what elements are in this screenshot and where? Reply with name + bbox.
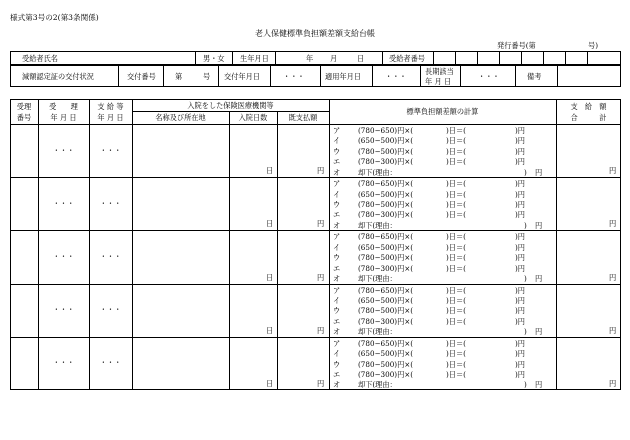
issue-date-label: 交付年月日: [224, 72, 260, 81]
recipient-row: [10, 51, 621, 65]
calc-formula: (650−500)円×(: [358, 189, 414, 199]
pay-date-dots[interactable]: ・・・: [99, 198, 122, 208]
calc-letter: エ: [333, 370, 341, 379]
days-unit: 日: [266, 379, 274, 388]
accept-no-header: 受理: [16, 102, 32, 111]
issue-no-label: 交付番号: [127, 72, 156, 81]
calc-yen: )円: [515, 263, 525, 273]
calc-letter: ウ: [333, 200, 341, 209]
calc-days: )日＝(: [446, 200, 466, 209]
reject-close: ): [524, 380, 527, 390]
accept-date-header: 受 理: [49, 102, 78, 111]
calc-days: )日＝(: [446, 316, 466, 326]
page-title: 老人保健標準負担額差額支給台帳: [255, 29, 375, 38]
paid-yen-unit: 円: [317, 325, 325, 335]
row-divider: [10, 177, 621, 178]
calc-days: )日＝(: [446, 359, 466, 369]
calc-letter: ウ: [333, 359, 341, 369]
calc-formula: (780−650)円×(: [358, 338, 414, 348]
calc-days: )日＝(: [446, 242, 466, 252]
calc-yen: )円: [515, 285, 525, 295]
calc-yen: )円: [515, 316, 525, 326]
calc-formula: (780−650)円×(: [358, 179, 414, 189]
birth-year: 年: [306, 54, 314, 63]
accept-date-header-2: 年 月 日: [50, 113, 77, 122]
calc-days: )日＝(: [446, 370, 466, 379]
reject-letter: オ: [333, 167, 341, 177]
already-paid-header: 既支払額: [288, 113, 318, 122]
calc-header: 標準負担額差額の計算: [406, 107, 479, 116]
remarks-label: 備考: [527, 72, 542, 81]
calc-letter: ア: [333, 126, 341, 135]
pay-amount-header-2: 合 計: [570, 113, 607, 122]
calc-letter: ア: [333, 338, 341, 348]
calc-formula: (780−300)円×(: [358, 370, 414, 379]
reject-letter: オ: [333, 274, 341, 283]
total-yen-unit: 円: [609, 325, 617, 335]
hospital-name-header: 名称及び所在地: [155, 113, 206, 122]
calc-formula: (780−500)円×(: [358, 200, 414, 209]
calc-letter: ウ: [333, 146, 341, 156]
calc-days: )日＝(: [446, 349, 466, 359]
total-yen-unit: 円: [609, 272, 617, 282]
calc-formula: (780−500)円×(: [358, 146, 414, 156]
calc-formula: (650−500)円×(: [358, 296, 414, 305]
reject-reason: 却下(理由：: [358, 327, 397, 337]
pay-date-dots[interactable]: ・・・: [99, 145, 122, 155]
calc-letter: イ: [333, 242, 341, 252]
calc-yen: )円: [515, 306, 525, 316]
calc-letter: イ: [333, 349, 341, 359]
reject-reason: 却下(理由：: [358, 380, 397, 390]
calc-formula: (780−650)円×(: [358, 126, 414, 135]
sex-field[interactable]: 男・女: [203, 54, 225, 63]
reject-close: ): [524, 220, 527, 230]
accept-date-dots[interactable]: ・・・: [52, 198, 75, 208]
accept-date-dots[interactable]: ・・・: [52, 252, 75, 261]
calc-letter: エ: [333, 263, 341, 273]
birth-day: 日: [357, 54, 365, 63]
total-yen-unit: 円: [609, 379, 617, 388]
calc-letter: エ: [333, 316, 341, 326]
reject-close: ): [524, 167, 527, 177]
calc-formula: (780−500)円×(: [358, 253, 414, 263]
calc-yen: )円: [515, 210, 525, 220]
calc-days: )日＝(: [446, 232, 466, 242]
calc-yen: )円: [515, 296, 525, 305]
apply-date-dots: ・・・: [385, 72, 407, 81]
reject-letter: オ: [333, 380, 341, 390]
calc-formula: (780−650)円×(: [358, 232, 414, 242]
calc-yen: )円: [515, 136, 525, 146]
calc-letter: ア: [333, 232, 341, 242]
calc-formula: (650−500)円×(: [358, 242, 414, 252]
row-divider: [10, 337, 621, 338]
reject-letter: オ: [333, 220, 341, 230]
calc-formula: (780−650)円×(: [358, 285, 414, 295]
paid-yen-unit: 円: [317, 219, 325, 229]
accept-date-dots[interactable]: ・・・: [52, 145, 75, 155]
total-yen-unit: 円: [609, 166, 617, 176]
total-yen-unit: 円: [609, 219, 617, 229]
reject-close: ): [524, 327, 527, 337]
calc-days: )日＝(: [446, 189, 466, 199]
reject-letter: オ: [333, 327, 341, 337]
reject-yen: 円: [535, 167, 543, 177]
reject-yen: 円: [535, 220, 543, 230]
accept-date-dots[interactable]: ・・・: [52, 305, 75, 315]
accept-no-header-2: 番号: [16, 113, 32, 122]
pay-date-dots[interactable]: ・・・: [99, 305, 122, 315]
calc-days: )日＝(: [446, 296, 466, 305]
reject-reason: 却下(理由：: [358, 274, 397, 283]
recipient-no-label: 受給者番号: [389, 54, 425, 63]
row-divider: [10, 284, 621, 285]
apply-date-label: 適用年月日: [325, 72, 361, 81]
calc-formula: (650−500)円×(: [358, 349, 414, 359]
pay-date-header: 支 給 等: [97, 102, 124, 111]
calc-letter: エ: [333, 210, 341, 220]
calc-formula: (780−300)円×(: [358, 263, 414, 273]
reject-yen: 円: [535, 380, 543, 390]
cert-status-label: 減額認定証の交付状況: [22, 72, 94, 81]
issue-number-suffix: 号): [588, 41, 598, 50]
calc-days: )日＝(: [446, 285, 466, 295]
reject-reason: 却下(理由：: [358, 220, 397, 230]
calc-days: )日＝(: [446, 126, 466, 135]
pay-date-header-2: 年 月 日: [97, 113, 124, 122]
calc-days: )日＝(: [446, 253, 466, 263]
issue-number-label: 発行番号(第: [497, 41, 536, 50]
long-stay-date-label: 年 月 日: [425, 77, 452, 86]
reject-close: ): [524, 274, 527, 283]
calc-yen: )円: [515, 338, 525, 348]
pay-amount-header: 支 給 額: [570, 102, 607, 111]
calc-yen: )円: [515, 200, 525, 209]
days-unit: 日: [266, 166, 274, 176]
hospital-group-header: 入院をした保険医療機関等: [187, 101, 274, 110]
dai-label: 第: [175, 72, 183, 81]
name-label: 受給者氏名: [22, 54, 58, 63]
go-label: 号: [203, 72, 211, 81]
calc-formula: (780−500)円×(: [358, 306, 414, 316]
calc-days: )日＝(: [446, 136, 466, 146]
paid-yen-unit: 円: [317, 166, 325, 176]
long-stay-dots: ・・・: [478, 72, 500, 81]
form-id: 様式第3号の2(第3条関係): [10, 13, 99, 22]
calc-letter: ウ: [333, 253, 341, 263]
calc-letter: ウ: [333, 306, 341, 316]
calc-letter: エ: [333, 157, 341, 167]
calc-yen: )円: [515, 349, 525, 359]
reject-reason: 却下(理由：: [358, 167, 397, 177]
calc-letter: イ: [333, 189, 341, 199]
reject-yen: 円: [535, 327, 543, 337]
calc-days: )日＝(: [446, 179, 466, 189]
calc-formula: (780−300)円×(: [358, 210, 414, 220]
calc-days: )日＝(: [446, 210, 466, 220]
calc-letter: ア: [333, 285, 341, 295]
calc-formula: (780−500)円×(: [358, 359, 414, 369]
birth-label: 生年月日: [240, 54, 269, 63]
calc-yen: )円: [515, 146, 525, 156]
paid-yen-unit: 円: [317, 272, 325, 282]
hospital-days-header: 入院日数: [238, 113, 268, 122]
reject-yen: 円: [535, 274, 543, 283]
calc-days: )日＝(: [446, 263, 466, 273]
long-stay-label: 長期該当: [425, 67, 454, 76]
accept-date-dots[interactable]: ・・・: [52, 358, 75, 368]
calc-yen: )円: [515, 242, 525, 252]
calc-yen: )円: [515, 359, 525, 369]
calc-letter: ア: [333, 179, 341, 189]
calc-formula: (650−500)円×(: [358, 136, 414, 146]
calc-days: )日＝(: [446, 146, 466, 156]
issue-date-dots: ・・・: [283, 72, 305, 81]
pay-date-dots[interactable]: ・・・: [99, 358, 122, 368]
calc-days: )日＝(: [446, 306, 466, 316]
days-unit: 日: [266, 272, 274, 282]
calc-days: )日＝(: [446, 338, 466, 348]
calc-yen: )円: [515, 253, 525, 263]
calc-formula: (780−300)円×(: [358, 316, 414, 326]
calc-yen: )円: [515, 126, 525, 135]
calc-yen: )円: [515, 179, 525, 189]
days-unit: 日: [266, 325, 274, 335]
calc-yen: )円: [515, 157, 525, 167]
row-divider: [10, 230, 621, 231]
calc-letter: イ: [333, 296, 341, 305]
calc-days: )日＝(: [446, 157, 466, 167]
ledger-table: [10, 99, 621, 390]
calc-yen: )円: [515, 370, 525, 379]
calc-yen: )円: [515, 189, 525, 199]
birth-month: 月: [330, 54, 338, 63]
calc-yen: )円: [515, 232, 525, 242]
calc-letter: イ: [333, 136, 341, 146]
paid-yen-unit: 円: [317, 379, 325, 388]
calc-formula: (780−300)円×(: [358, 157, 414, 167]
pay-date-dots[interactable]: ・・・: [99, 252, 122, 261]
days-unit: 日: [266, 219, 274, 229]
